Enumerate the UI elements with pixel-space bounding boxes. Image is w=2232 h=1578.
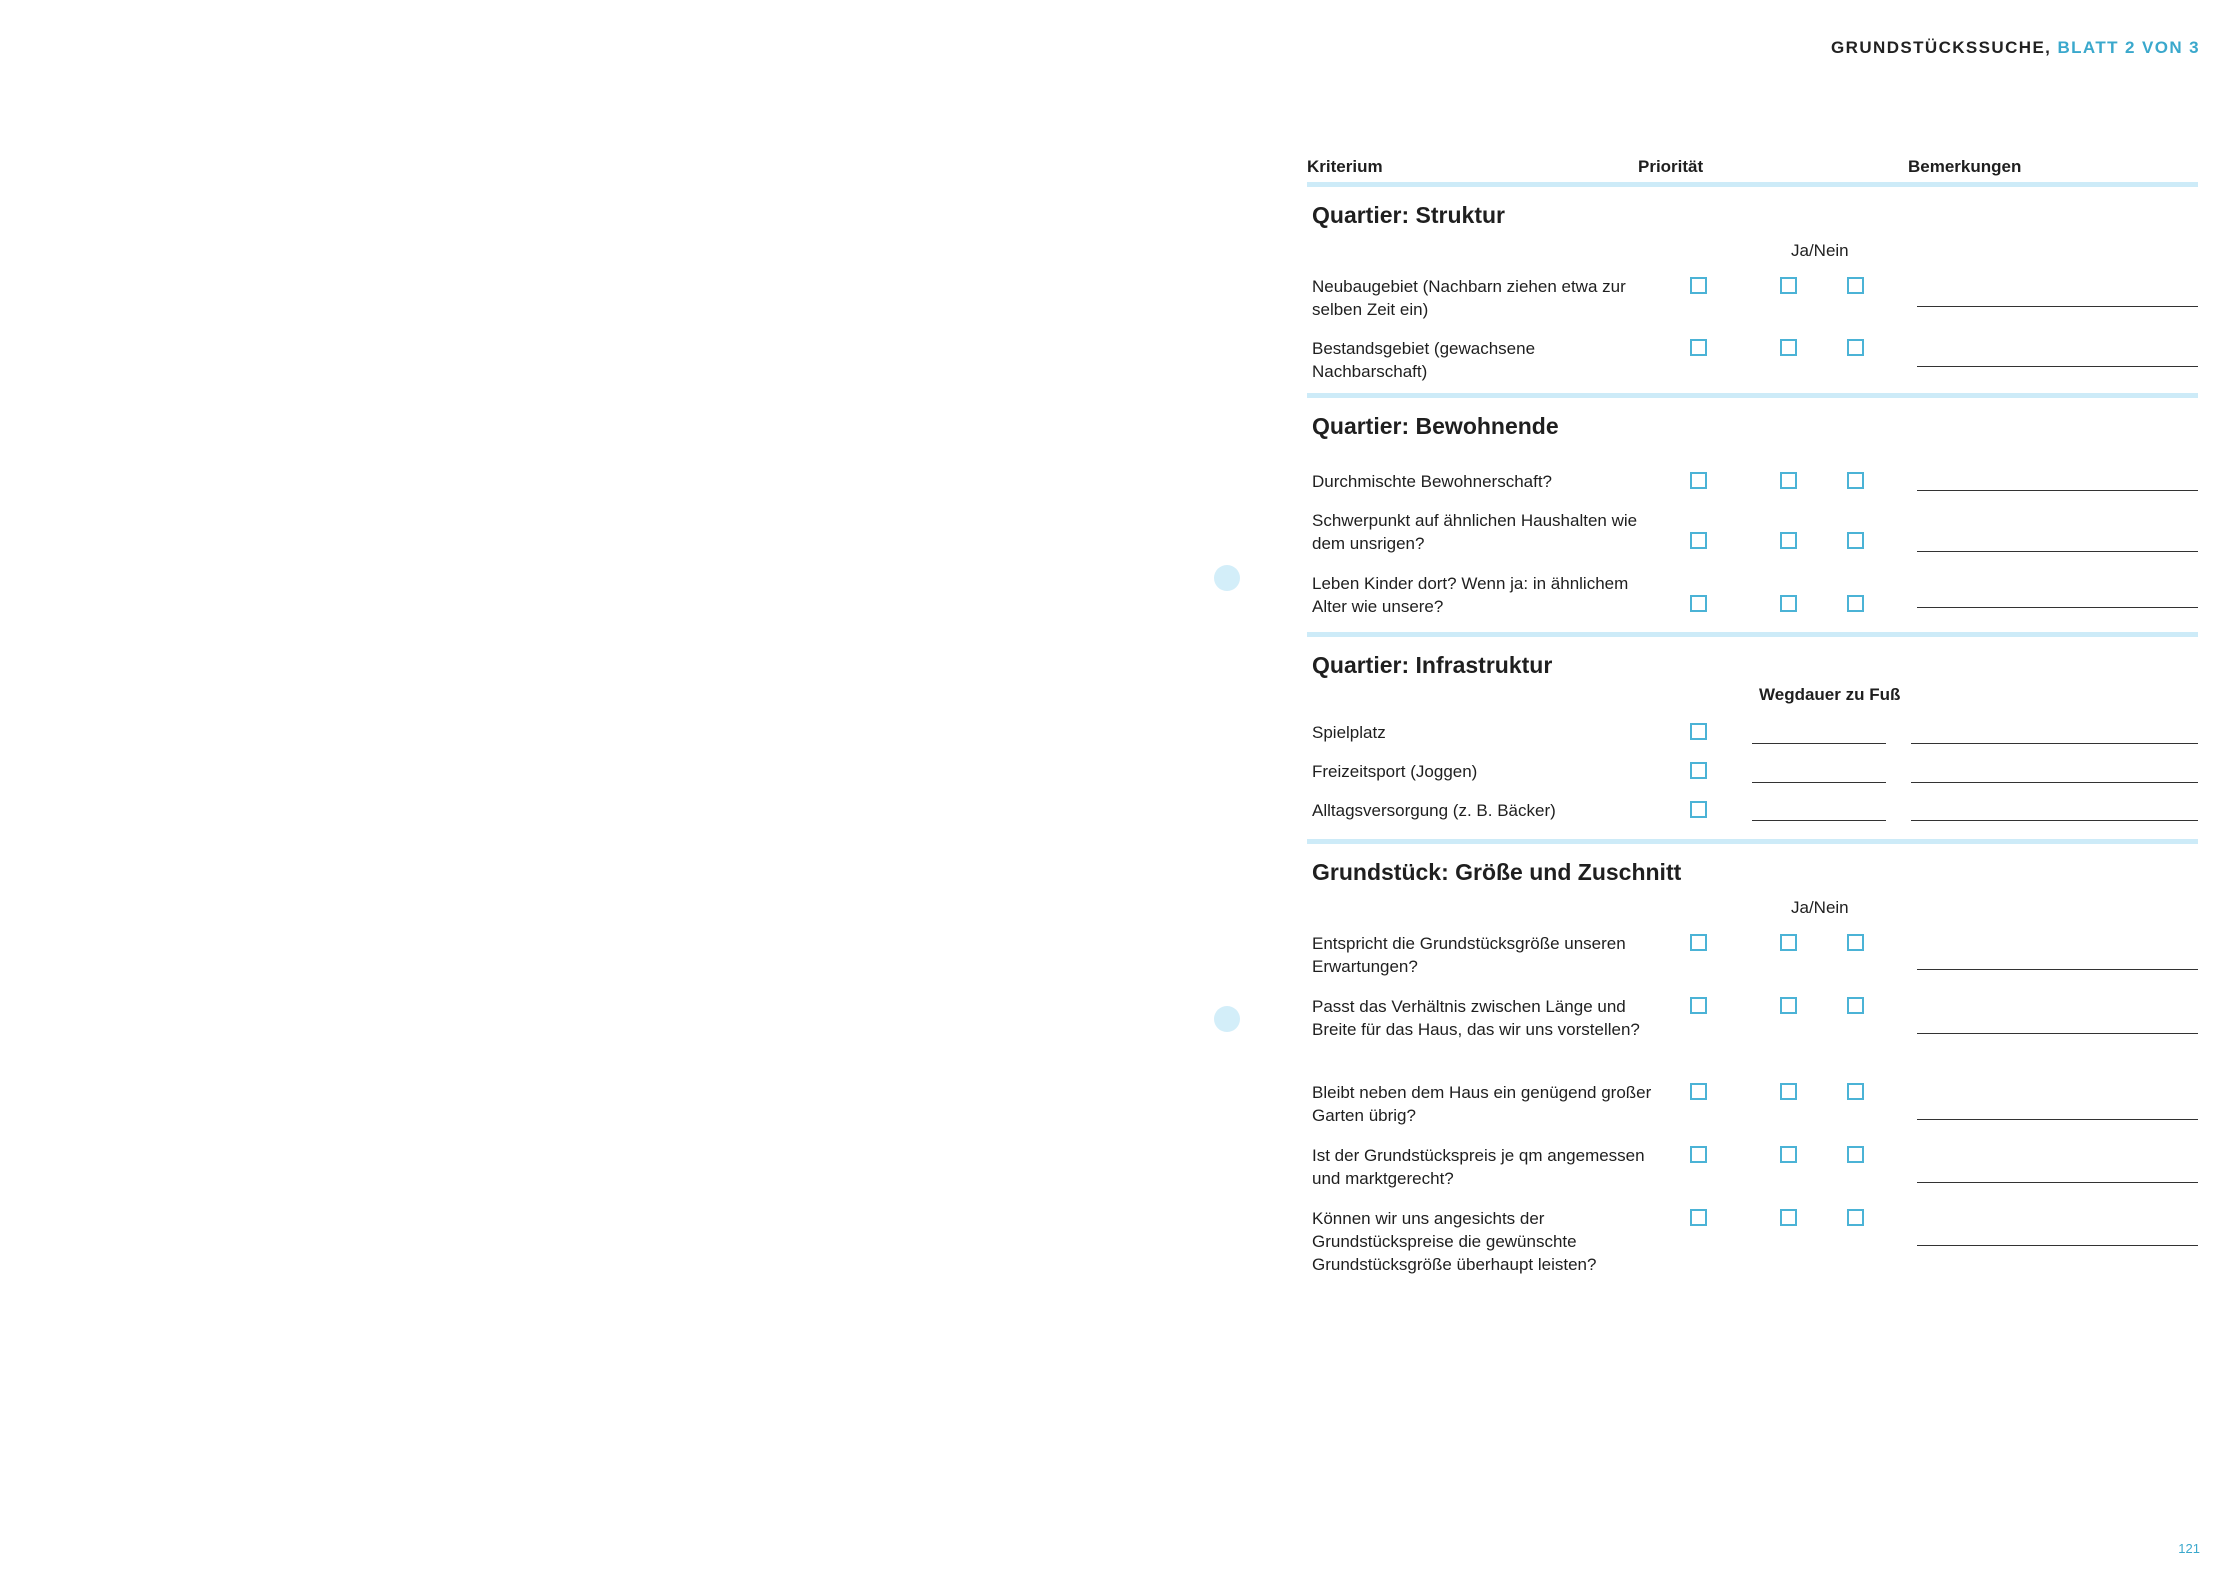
subheader-row (1307, 679, 2198, 712)
criterion-label: Entspricht die Grundstücksgröße unseren Erwartungen? (1312, 934, 1626, 976)
yes-checkbox[interactable] (1780, 472, 1797, 489)
criterion-label: Bleibt neben dem Haus ein genügend großer Garten übrig? (1312, 1083, 1652, 1125)
remarks-line[interactable] (1917, 306, 2198, 307)
remarks-line[interactable] (1917, 551, 2198, 552)
priority-checkbox[interactable] (1690, 339, 1707, 356)
section-title: Quartier: Struktur (1312, 202, 1505, 228)
checklist-row (1307, 468, 2198, 507)
no-checkbox[interactable] (1847, 997, 1864, 1014)
remarks-line[interactable] (1917, 490, 2198, 491)
column-header-remarks: Bemerkungen (1908, 157, 2022, 176)
priority-checkbox[interactable] (1690, 1083, 1707, 1100)
priority-checkbox[interactable] (1690, 532, 1707, 549)
priority-checkbox[interactable] (1690, 762, 1707, 779)
walking-time-line[interactable] (1752, 743, 1886, 744)
checklist-row (1307, 1142, 2198, 1205)
priority-checkbox[interactable] (1690, 997, 1707, 1014)
remarks-line[interactable] (1917, 1245, 2198, 1246)
section-title: Grundstück: Größe und Zuschnitt (1312, 859, 1682, 885)
page-number: 121 (2178, 1541, 2200, 1556)
criterion-label: Alltagsversorgung (z. B. Bäcker) (1312, 801, 1556, 820)
criterion-label: Können wir uns angesichts der Grundstückspreise die gewünschte Grundstücksgröße überhaupt leisten? (1312, 1209, 1597, 1274)
priority-checkbox[interactable] (1690, 277, 1707, 294)
running-header (1831, 38, 2200, 58)
checklist-row (1307, 758, 2198, 797)
criterion-label: Freizeitsport (Joggen) (1312, 762, 1478, 781)
yes-checkbox[interactable] (1780, 1083, 1797, 1100)
priority-checkbox[interactable] (1690, 472, 1707, 489)
column-header-row (1307, 154, 2198, 187)
yes-checkbox[interactable] (1780, 595, 1797, 612)
remarks-line[interactable] (1911, 743, 2198, 744)
criterion-label: Leben Kinder dort? Wenn ja: in ähnlichem Alter wie unsere? (1312, 574, 1629, 616)
checklist-row (1307, 993, 2198, 1079)
checklist-row (1307, 273, 2198, 335)
priority-checkbox[interactable] (1690, 934, 1707, 951)
no-checkbox[interactable] (1847, 1146, 1864, 1163)
remarks-line[interactable] (1911, 782, 2198, 783)
no-checkbox[interactable] (1847, 472, 1864, 489)
criterion-label: Bestandsgebiet (gewachsene Nachbarschaft) (1312, 339, 1536, 381)
walking-time-line[interactable] (1752, 782, 1886, 783)
remarks-line[interactable] (1917, 607, 2198, 608)
section-quartier-struktur (1307, 201, 2198, 398)
no-checkbox[interactable] (1847, 1209, 1864, 1226)
priority-checkbox[interactable] (1690, 1146, 1707, 1163)
remarks-line[interactable] (1911, 820, 2198, 821)
yes-checkbox[interactable] (1780, 339, 1797, 356)
yes-checkbox[interactable] (1780, 1146, 1797, 1163)
priority-checkbox[interactable] (1690, 595, 1707, 612)
no-checkbox[interactable] (1847, 277, 1864, 294)
subheader-yes-no: Ja/Nein (1791, 241, 1849, 260)
section-grundstueck-groesse (1307, 858, 2198, 1297)
checklist-row (1307, 507, 2198, 570)
column-header-priority: Priorität (1638, 157, 1704, 176)
section-title: Quartier: Infrastruktur (1312, 652, 1553, 678)
no-checkbox[interactable] (1847, 1083, 1864, 1100)
subheader-row (1307, 886, 2198, 919)
subheader-yes-no: Ja/Nein (1791, 898, 1849, 917)
criterion-label: Passt das Verhältnis zwischen Länge und Breite für das Haus, das wir uns vorstellen? (1312, 997, 1640, 1039)
remarks-line[interactable] (1917, 1119, 2198, 1120)
yes-checkbox[interactable] (1780, 997, 1797, 1014)
section-quartier-infrastruktur (1307, 651, 2198, 844)
criterion-label: Neubaugebiet (Nachbarn ziehen etwa zur selben Zeit ein) (1312, 277, 1626, 319)
criterion-label: Durchmischte Bewohnerschaft? (1312, 472, 1553, 491)
remarks-line[interactable] (1917, 969, 2198, 970)
running-title: GRUNDSTÜCKSSUCHE, (1831, 38, 2052, 57)
checklist-row (1307, 1079, 2198, 1142)
subheader-walking-time: Wegdauer zu Fuß (1759, 685, 1901, 704)
criterion-label: Ist der Grundstückspreis je qm angemessen und marktgerecht? (1312, 1146, 1645, 1188)
section-title: Quartier: Bewohnende (1312, 413, 1559, 439)
yes-checkbox[interactable] (1780, 934, 1797, 951)
no-checkbox[interactable] (1847, 595, 1864, 612)
priority-checkbox[interactable] (1690, 801, 1707, 818)
no-checkbox[interactable] (1847, 532, 1864, 549)
no-checkbox[interactable] (1847, 339, 1864, 356)
criterion-label: Schwerpunkt auf ähnlichen Haushalten wie dem unsrigen? (1312, 511, 1638, 553)
section-quartier-bewohnende (1307, 412, 2198, 637)
yes-checkbox[interactable] (1780, 277, 1797, 294)
remarks-line[interactable] (1917, 366, 2198, 367)
checklist-row (1307, 930, 2198, 993)
no-checkbox[interactable] (1847, 934, 1864, 951)
checklist-row (1307, 719, 2198, 758)
column-header-criterion: Kriterium (1307, 157, 1383, 176)
checklist-row (1307, 1205, 2198, 1291)
sheet-label: BLATT 2 VON 3 (2057, 38, 2200, 57)
priority-checkbox[interactable] (1690, 1209, 1707, 1226)
yes-checkbox[interactable] (1780, 1209, 1797, 1226)
punch-hole-marker (1214, 565, 1240, 591)
checklist-row (1307, 335, 2198, 387)
priority-checkbox[interactable] (1690, 723, 1707, 740)
remarks-line[interactable] (1917, 1033, 2198, 1034)
criterion-label: Spielplatz (1312, 723, 1386, 742)
subheader-row (1307, 229, 2198, 262)
yes-checkbox[interactable] (1780, 532, 1797, 549)
punch-hole-marker (1214, 1006, 1240, 1032)
checklist-row (1307, 797, 2198, 833)
remarks-line[interactable] (1917, 1182, 2198, 1183)
checklist-sheet (1307, 154, 2198, 1297)
checklist-row (1307, 570, 2198, 626)
walking-time-line[interactable] (1752, 820, 1886, 821)
